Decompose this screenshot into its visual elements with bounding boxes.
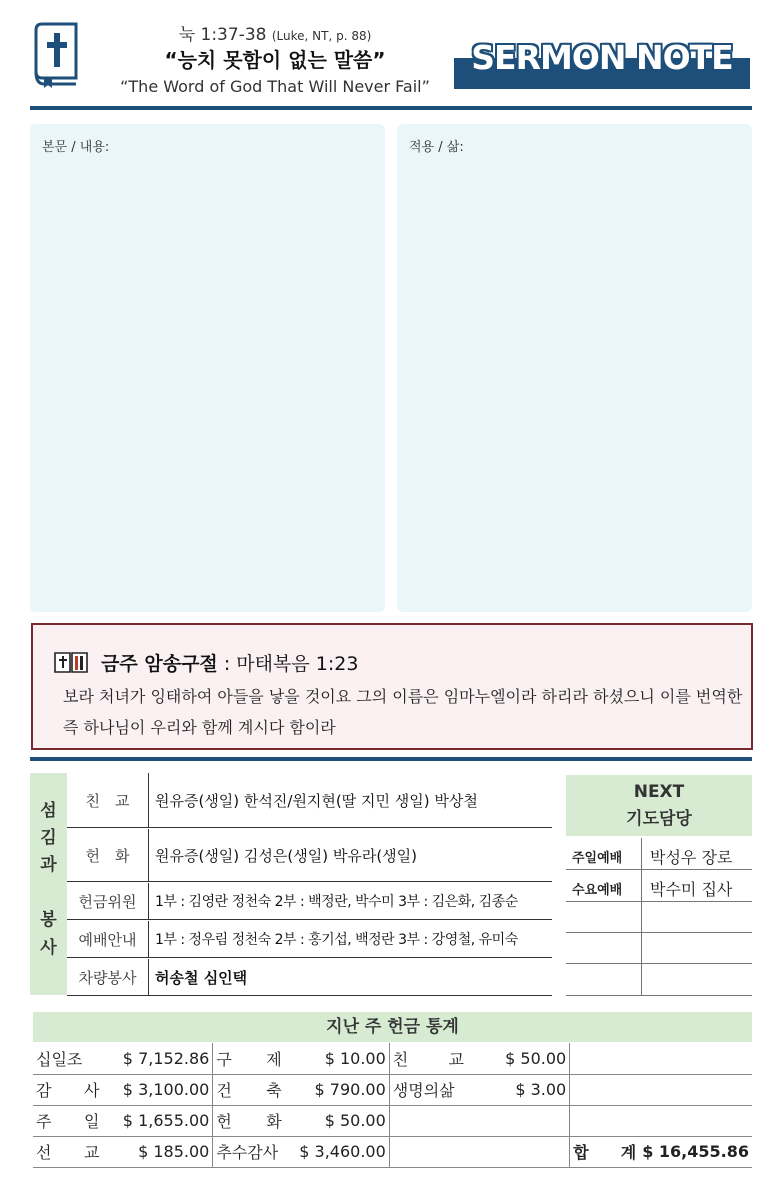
content-note-label: 본문 / 내용: bbox=[42, 140, 110, 155]
service-divider bbox=[30, 757, 752, 761]
offering-amount: $ 790.00 bbox=[285, 1074, 390, 1105]
header-divider bbox=[30, 106, 752, 110]
prayer-row bbox=[566, 933, 752, 964]
offering-amount: $ 1,655.00 bbox=[102, 1105, 212, 1136]
offering-label bbox=[389, 1105, 467, 1136]
offering-stats-table bbox=[33, 1043, 752, 1168]
content-note-area[interactable] bbox=[30, 124, 385, 612]
sermon-title-english: “The Word of God That Will Never Fail” bbox=[120, 77, 430, 96]
next-prayer-heading bbox=[566, 775, 752, 836]
bible-cross-icon bbox=[32, 20, 84, 90]
service-category: 친 교 bbox=[67, 773, 149, 827]
next-prayer-title-1: NEXT bbox=[633, 782, 685, 802]
offering-amount bbox=[639, 1074, 752, 1105]
reference-small: (Luke, NT, p. 88) bbox=[271, 29, 372, 43]
service-row bbox=[67, 921, 552, 958]
prayer-leader: 박수미 집사 bbox=[650, 880, 733, 899]
prayer-row bbox=[566, 838, 752, 870]
offering-label: 십일조 bbox=[33, 1043, 102, 1074]
open-book-icon bbox=[53, 650, 89, 674]
offering-label: 선 교 bbox=[33, 1136, 102, 1167]
service-category: 헌 화 bbox=[67, 829, 149, 881]
offering-label: 친 교 bbox=[389, 1043, 467, 1074]
memory-verse-heading bbox=[53, 649, 358, 676]
memory-verse-reference: : 마태복음 1:23 bbox=[223, 653, 359, 675]
service-value: 허송철 심인택 bbox=[155, 968, 248, 987]
sermon-header bbox=[0, 0, 769, 110]
offering-label bbox=[570, 1074, 639, 1105]
prayer-leader: 박성우 장로 bbox=[650, 848, 733, 867]
offering-total-amount: $ 16,455.86 bbox=[639, 1136, 752, 1167]
prayer-service bbox=[566, 964, 642, 995]
prayer-row bbox=[566, 870, 752, 902]
offering-label bbox=[570, 1043, 639, 1074]
offering-label: 생명의삶 bbox=[389, 1074, 467, 1105]
offering-amount: $ 50.00 bbox=[467, 1043, 570, 1074]
service-row bbox=[67, 883, 552, 920]
service-value: 1부 : 김영란 정천숙 2부 : 백정란, 박수미 3부 : 김은화, 김종순 bbox=[155, 894, 518, 910]
memory-verse-box bbox=[31, 623, 753, 750]
offering-amount: $ 185.00 bbox=[102, 1136, 212, 1167]
offering-label: 추수감사 bbox=[213, 1136, 285, 1167]
offering-row bbox=[33, 1105, 752, 1136]
offering-amount bbox=[639, 1043, 752, 1074]
offering-amount: $ 50.00 bbox=[285, 1105, 390, 1136]
band-char: 섬 bbox=[40, 801, 57, 821]
offering-amount: $ 10.00 bbox=[285, 1043, 390, 1074]
memory-verse-text: 보라 처녀가 잉태하여 아들을 낳을 것이요 그의 이름은 임마누엘이라 하리라 하셨으니 이를 번역한즉 하나님이 우리와 함께 계시다 함이라 bbox=[63, 687, 743, 737]
prayer-row bbox=[566, 902, 752, 933]
offering-row bbox=[33, 1043, 752, 1074]
offering-label: 주 일 bbox=[33, 1105, 102, 1136]
service-category: 차량봉사 bbox=[67, 959, 149, 995]
application-note-area[interactable] bbox=[397, 124, 752, 612]
offering-amount: $ 3,100.00 bbox=[102, 1074, 212, 1105]
offering-label: 건 축 bbox=[213, 1074, 285, 1105]
service-row bbox=[67, 829, 552, 882]
sermon-note-label: SERMON NOTE bbox=[471, 38, 733, 77]
band-char: 봉 bbox=[40, 910, 57, 930]
offering-label: 감 사 bbox=[33, 1074, 102, 1105]
service-value: 1부 : 정우림 정천숙 2부 : 홍기섭, 백정란 3부 : 강영철, 유미숙 bbox=[155, 932, 518, 948]
offering-amount bbox=[467, 1105, 570, 1136]
prayer-service bbox=[566, 933, 642, 963]
prayer-service: 수요예배 bbox=[566, 870, 642, 901]
prayer-service: 주일예배 bbox=[566, 838, 642, 869]
band-char: 과 bbox=[40, 855, 57, 875]
band-char: 사 bbox=[40, 938, 57, 958]
offering-label bbox=[570, 1105, 639, 1136]
offering-amount: $ 3,460.00 bbox=[285, 1136, 390, 1167]
memory-verse-title: 금주 암송구절 bbox=[101, 653, 218, 675]
offering-label bbox=[389, 1136, 467, 1167]
service-category: 예배안내 bbox=[67, 921, 149, 957]
service-row bbox=[67, 773, 552, 828]
service-category: 헌금위원 bbox=[67, 883, 149, 919]
offering-amount: $ 7,152.86 bbox=[102, 1043, 212, 1074]
reference-main: 눅 1:37-38 bbox=[178, 25, 267, 45]
scripture-reference bbox=[90, 20, 460, 45]
band-char: 김 bbox=[40, 828, 57, 848]
next-prayer-title-2: 기도담당 bbox=[626, 809, 692, 829]
offering-amount bbox=[467, 1136, 570, 1167]
offering-stats-title: 지난 주 헌금 통계 bbox=[33, 1012, 752, 1042]
offering-amount bbox=[639, 1105, 752, 1136]
sermon-title-korean: “능치 못함이 없는 말씀” bbox=[164, 48, 386, 72]
service-value: 원유증(생일) 김성은(생일) 박유라(생일) bbox=[155, 846, 417, 865]
prayer-service bbox=[566, 902, 642, 932]
service-row bbox=[67, 959, 552, 996]
offering-label: 헌 화 bbox=[213, 1105, 285, 1136]
service-value: 원유증(생일) 한석진/원지현(딸 지민 생일) 박상철 bbox=[155, 791, 478, 810]
prayer-row bbox=[566, 964, 752, 996]
offering-row bbox=[33, 1074, 752, 1105]
application-note-label: 적용 / 삶: bbox=[409, 140, 464, 155]
offering-row bbox=[33, 1136, 752, 1167]
offering-total-label: 합 계 bbox=[570, 1136, 639, 1167]
offering-amount: $ 3.00 bbox=[467, 1074, 570, 1105]
offering-label: 구 제 bbox=[213, 1043, 285, 1074]
